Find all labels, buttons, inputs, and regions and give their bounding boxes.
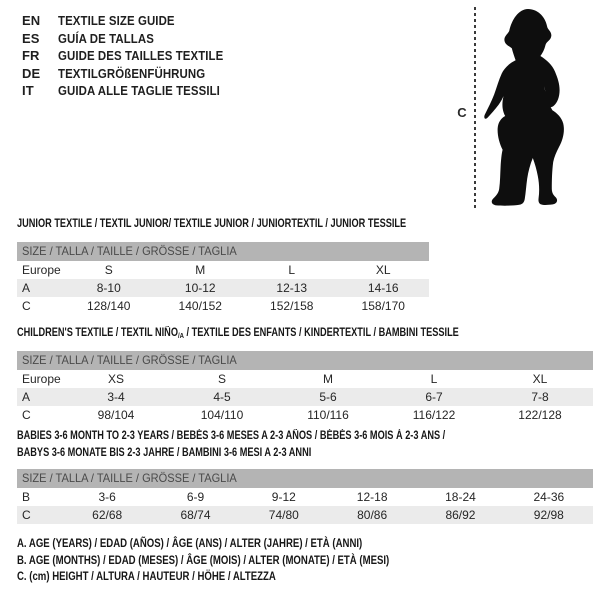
size-value-cell: 6-9 <box>186 490 205 504</box>
size-value-cell: 86/92 <box>445 508 476 522</box>
babies-table-title <box>17 428 552 462</box>
size-value-cell: XL <box>375 263 391 277</box>
children-title-before: CHILDREN'S TEXTILE / TEXTIL NIÑO <box>17 327 178 339</box>
note-b <box>17 552 482 569</box>
table-row <box>17 388 593 406</box>
size-value-cell: 3-6 <box>98 490 116 504</box>
size-value-cell: 8-10 <box>96 281 121 295</box>
table-row <box>17 279 429 297</box>
size-header-row <box>17 242 429 261</box>
size-value-cell: 110/116 <box>307 408 349 422</box>
children-size-table <box>17 351 593 424</box>
size-value-cell: 12-13 <box>276 281 308 295</box>
row-label: C <box>22 408 31 422</box>
size-value-cell: XL <box>532 372 548 386</box>
language-code: ES <box>22 30 40 46</box>
size-value-cell: 5-6 <box>319 390 337 404</box>
row-label: A <box>22 390 31 404</box>
size-value-cell: 14-16 <box>367 281 399 295</box>
row-label: Europe <box>22 372 61 386</box>
children-table-title <box>17 325 569 344</box>
size-value-cell: S <box>104 263 113 277</box>
row-label: Europe <box>22 263 61 277</box>
size-value-cell: 62/68 <box>92 508 123 522</box>
note-a-text: A. AGE (YEARS) / EDAD (AÑOS) / ÂGE (ANS) / ALTER (JAHRE) / ETÀ (ANNI) <box>17 536 363 550</box>
size-value-cell: 18-24 <box>445 490 476 504</box>
guide-title-de: TEXTILGRÖßENFÜHRUNG <box>58 65 206 81</box>
language-code: FR <box>22 48 40 63</box>
size-header-label: SIZE / TALLA / TAILLE / GRÖSSE / TAGLIA <box>22 244 237 258</box>
table-row <box>17 488 593 506</box>
size-value-cell: 10-12 <box>184 281 216 295</box>
language-row-it <box>22 82 246 100</box>
size-value-cell: 158/170 <box>361 299 405 313</box>
size-value-cell: 122/128 <box>518 408 562 422</box>
size-header-label: SIZE / TALLA / TAILLE / GRÖSSE / TAGLIA <box>22 471 237 485</box>
size-value-cell: L <box>430 372 438 386</box>
note-a <box>17 535 482 552</box>
size-value-cell: 3-4 <box>107 390 125 404</box>
table-row <box>17 261 429 279</box>
children-table-title-text <box>17 325 459 344</box>
babies-size-table <box>17 469 593 524</box>
size-value-cell: 92/98 <box>533 508 564 522</box>
language-row-fr <box>22 47 246 65</box>
size-value-cell: 98/104 <box>97 408 135 422</box>
size-value-cell: 6-7 <box>425 390 443 404</box>
language-code: IT <box>22 83 34 98</box>
size-value-cell: M <box>195 263 206 277</box>
babies-table-title-line1: BABIES 3-6 MONTH TO 2-3 YEARS / BEBÉS 3-6 MESES A 2-3 AÑOS / BÉBÉS 3-6 MOIS À 2-3 ANS / <box>17 430 446 442</box>
table-row <box>17 406 593 424</box>
language-row-es <box>22 30 246 48</box>
size-value-cell: 116/122 <box>412 408 456 422</box>
table-row <box>17 506 593 524</box>
size-value-cell: M <box>323 372 333 386</box>
size-value-cell: 104/110 <box>200 408 244 422</box>
junior-size-table <box>17 242 429 315</box>
babies-table-title-line2: BABYS 3-6 MONATE BIS 2-3 JAHRE / BAMBINI 3-6 MESI A 2-3 ANNI <box>17 447 312 459</box>
size-value-cell: 74/80 <box>268 508 299 522</box>
size-value-cell: 12-18 <box>356 490 388 504</box>
guide-title-it: GUIDA ALLE TAGLIE TESSILI <box>58 83 220 98</box>
language-code: DE <box>22 65 41 81</box>
note-b-text: B. AGE (MONTHS) / EDAD (MESES) / ÂGE (MOIS) / ALTER (MONATE) / ETÀ (MESI) <box>17 552 390 567</box>
size-value-cell: 24-36 <box>533 490 565 504</box>
row-label: A <box>22 281 31 295</box>
size-value-cell: S <box>217 372 226 386</box>
guide-title-es: GUÍA DE TALLAS <box>58 30 154 46</box>
note-c-text: C. (cm) HEIGHT / ALTURA / HAUTEUR / HÖHE / ALTEZZA <box>17 569 276 583</box>
language-row-de <box>22 65 246 83</box>
guide-title-en: TEXTILE SIZE GUIDE <box>58 13 175 28</box>
table-row <box>17 370 593 388</box>
size-value-cell: 128/140 <box>87 299 131 313</box>
guide-title-fr: GUIDE DES TAILLES TEXTILE <box>58 48 224 63</box>
measure-label-c: C <box>457 105 467 120</box>
legend-notes <box>17 535 482 585</box>
size-value-cell: 80/86 <box>357 508 388 522</box>
size-value-cell: L <box>288 263 296 277</box>
children-title-after: / TEXTILE DES ENFANTS / KINDERTEXTIL / BAMBINI TESSILE <box>183 327 459 339</box>
table-row <box>17 297 429 315</box>
row-label: B <box>22 490 31 504</box>
children-title-sub: /A <box>177 331 184 340</box>
row-label: C <box>22 508 31 522</box>
junior-table-title <box>17 216 503 233</box>
junior-table-title-text: JUNIOR TEXTILE / TEXTIL JUNIOR/ TEXTILE JUNIOR / JUNIORTEXTIL / JUNIOR TESSILE <box>17 218 407 230</box>
height-measure-dashed-line <box>474 7 476 211</box>
size-value-cell: 7-8 <box>531 390 549 404</box>
toddler-silhouette-icon <box>483 6 573 208</box>
language-code: EN <box>22 13 41 28</box>
size-header-row <box>17 351 593 370</box>
size-value-cell: XS <box>107 372 124 386</box>
size-value-cell: 140/152 <box>178 299 222 313</box>
language-title-list <box>22 12 246 100</box>
note-c <box>17 568 482 585</box>
size-value-cell: 9-12 <box>271 490 296 504</box>
size-value-cell: 68/74 <box>180 508 211 522</box>
size-value-cell: 152/158 <box>270 299 314 313</box>
size-value-cell: 4-5 <box>213 390 231 404</box>
size-header-row <box>17 469 593 488</box>
row-label: C <box>22 299 31 313</box>
size-header-label: SIZE / TALLA / TAILLE / GRÖSSE / TAGLIA <box>22 353 237 367</box>
language-row-en <box>22 12 246 30</box>
